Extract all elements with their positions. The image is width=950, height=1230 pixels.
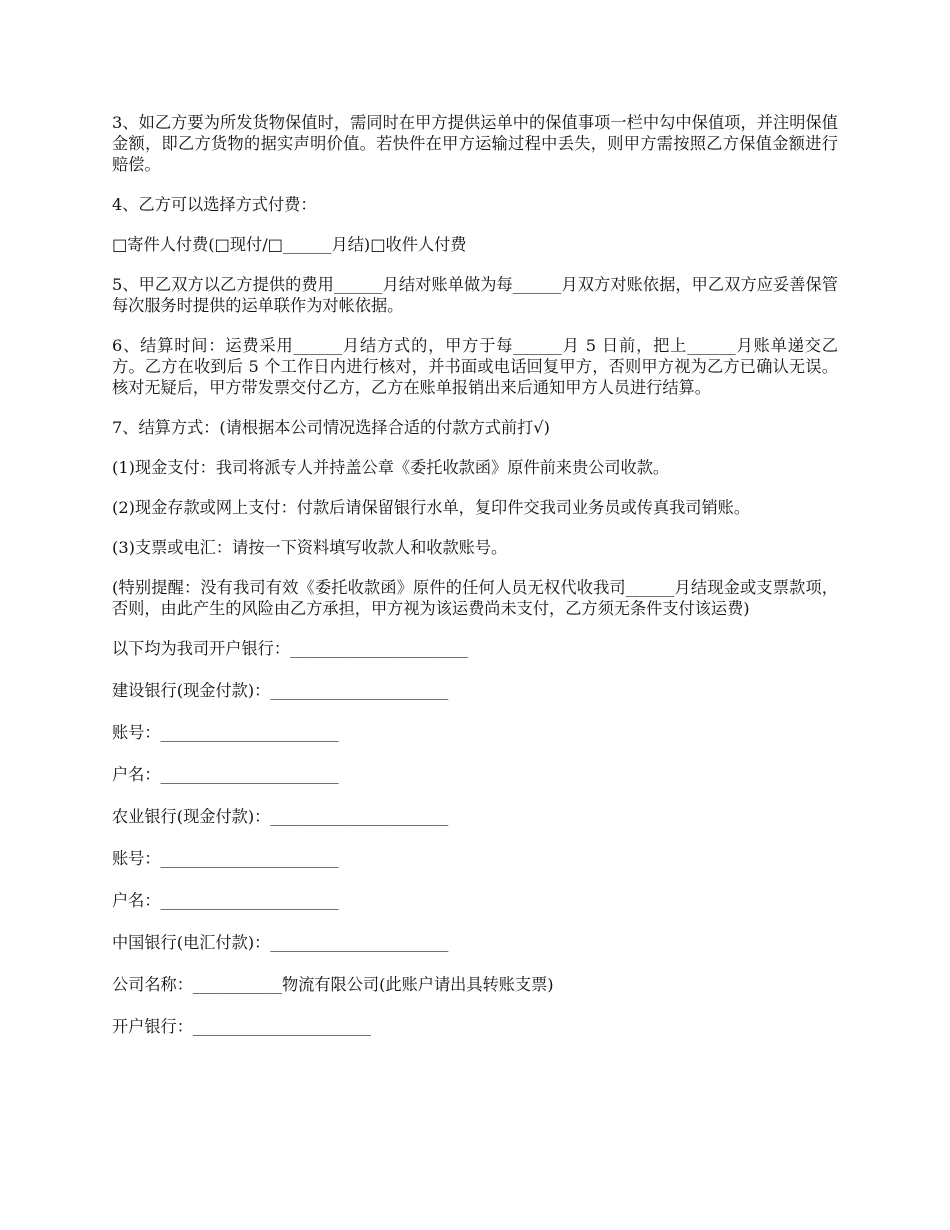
bank-list-intro: 以下均为我司开户银行：______________________	[112, 639, 469, 658]
option-1-cash: (1)现金支付：我司将派专人并持盖公章《委托收款函》原件前来贵公司收款。	[112, 458, 670, 477]
clause-4-payment-method: 4、乙方可以选择方式付费：	[112, 195, 317, 214]
abc-bank-field: 农业银行(现金付款)：______________________	[112, 807, 449, 826]
company-name-field: 公司名称：___________物流有限公司(此账户请出具转账支票)	[112, 975, 554, 994]
abc-account-number-field: 账号：______________________	[112, 849, 339, 868]
option-3-cheque-wire: (3)支票或电汇：请按一下资料填写收款人和收款账号。	[112, 538, 508, 557]
abc-account-name-field: 户名：______________________	[112, 891, 339, 910]
ccb-account-name-field: 户名：______________________	[112, 765, 339, 784]
opening-bank-field: 开户银行：______________________	[112, 1017, 371, 1036]
ccb-account-number-field: 账号：______________________	[112, 723, 339, 742]
clause-5-reconciliation: 5、甲乙双方以乙方提供的费用______月结对账单做为每______月双方对账依据，甲乙双方应妥善保管每次服务时提供的运单联作为对帐依据。	[112, 275, 838, 315]
boc-bank-field: 中国银行(电汇付款)：______________________	[112, 933, 449, 952]
option-2-deposit: (2)现金存款或网上支付：付款后请保留银行水单，复印件交我司业务员或传真我司销账。	[112, 498, 751, 517]
ccb-bank-field: 建设银行(现金付款)：______________________	[112, 681, 449, 700]
clause-3-insured-value: 3、如乙方要为所发货物保值时，需同时在甲方提供运单中的保值事项一栏中勾中保值项，并注明保值金额，即乙方货物的据实声明价值。若快件在甲方运输过程中丢失，则甲方需按照乙方保值金额进行赔偿。	[112, 113, 838, 174]
payment-options-line: □寄件人付费(□现付/□______月结)□收件人付费	[112, 235, 467, 254]
special-reminder: (特别提醒：没有我司有效《委托收款函》原件的任何人员无权代收我司______月结现金或支票款项，否则，由此产生的风险由乙方承担，甲方视为该运费尚未支付，乙方须无条件支付该运费)	[112, 578, 838, 618]
clause-7-settlement-method: 7、结算方式：(请根据本公司情况选择合适的付款方式前打√)	[112, 418, 550, 437]
clause-6-settlement-time: 6、结算时间：运费采用______月结方式的，甲方于每______月 5 日前，把上______月账单递交乙方。乙方在收到后 5 个工作日内进行核对，并书面或电话回复甲方，否则甲方视为乙方已确认无误。核对无疑后，甲方带发票交付乙方，乙方在账单报销出来后通知甲方人员进行结算。	[112, 336, 838, 397]
